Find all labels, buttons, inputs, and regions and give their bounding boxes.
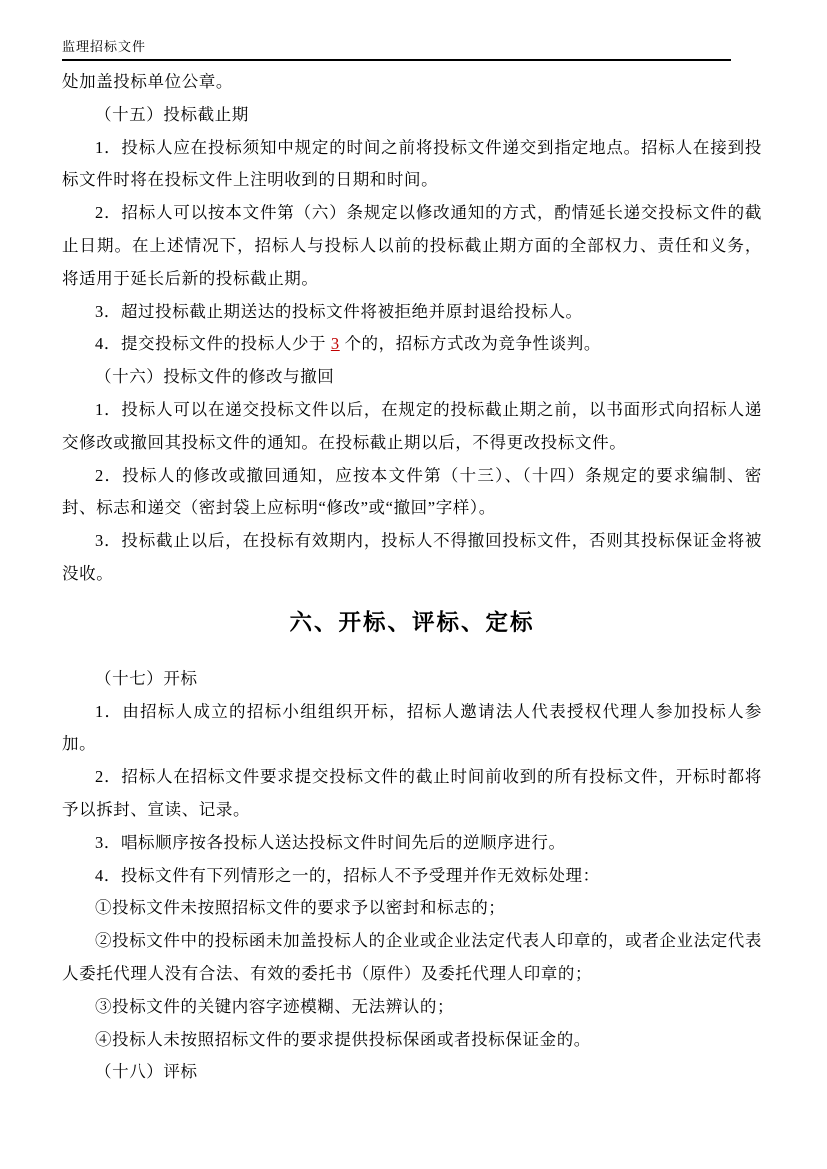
section-heading: （十六）投标文件的修改与撤回 [95,367,335,387]
paragraph: 1．投标人可以在递交投标文件以后，在规定的投标截止期之前，以书面形式向招标人递交修改或撤回其投标文件的通知。在投标截止期以后，不得更改投标文件。 [62,399,762,452]
paragraph: 3．唱标顺序按各投标人送达投标文件时间先后的逆顺序进行。 [95,832,566,852]
paragraph: 2．招标人可以按本文件第（六）条规定以修改通知的方式，酌情延长递交投标文件的截止日期。在上述情况下，招标人与投标人以前的投标截止期方面的全部权力、责任和义务，将适用于延长后新的投标截止期。 [62,203,762,288]
paragraph: 3．投标截止以后，在投标有效期内，投标人不得撤回投标文件，否则其投标保证金将被没收。 [62,531,762,583]
paragraph: 4．投标文件有下列情形之一的，招标人不予受理并作无效标处理： [95,865,600,885]
paragraph: ②投标文件中的投标函未加盖投标人的企业或企业法定代表人印章的，或者企业法定代表人委托代理人没有合法、有效的委托书（原件）及委托代理人印章的； [62,931,762,983]
header-rule [62,59,731,61]
page-header [62,36,731,61]
section-heading: （十八）评标 [95,1062,198,1082]
paragraph-text-before-highlight: 4．提交投标文件的投标人少于 [95,334,331,354]
paragraph: ①投标文件未按照招标文件的要求予以密封和标志的； [95,898,506,918]
document-body [62,66,762,1089]
paragraph: 2．投标人的修改或撤回通知，应按本文件第（十三）、（十四）条规定的要求编制、密封、标志和递交（密封袋上应标明“修改”或“撤回”字样）。 [62,465,762,518]
paragraph: ④投标人未按照招标文件的要求提供投标保函或者投标保证金的。 [95,1029,591,1049]
chapter-heading: 六、开标、评标、定标 [289,609,535,635]
paragraph: ③投标文件的关键内容字迹模糊、无法辨认的； [95,996,455,1016]
paragraph: 2．招标人在招标文件要求提交投标文件的截止时间前收到的所有投标文件，开标时都将予以拆封、宣读、记录。 [62,767,762,819]
section-heading: （十五）投标截止期 [95,104,249,124]
paragraph: 3．超过投标截止期送达的投标文件将被拒绝并原封退给投标人。 [95,301,583,321]
paragraph-text-after-highlight: 个的，招标方式改为竞争性谈判。 [339,334,601,354]
paragraph: 1．投标人应在投标须知中规定的时间之前将投标文件递交到指定地点。招标人在接到投标文件时将在投标文件上注明收到的日期和时间。 [62,137,762,190]
paragraph [62,328,762,361]
paragraph: 1．由招标人成立的招标小组组织开标，招标人邀请法人代表授权代理人参加投标人参加。 [62,701,762,754]
header-title: 监理招标文件 [62,39,147,54]
paragraph: 处加盖投标单位公章。 [62,72,233,91]
highlight-number: 3 [330,334,340,354]
section-heading: （十七）开标 [95,668,198,688]
